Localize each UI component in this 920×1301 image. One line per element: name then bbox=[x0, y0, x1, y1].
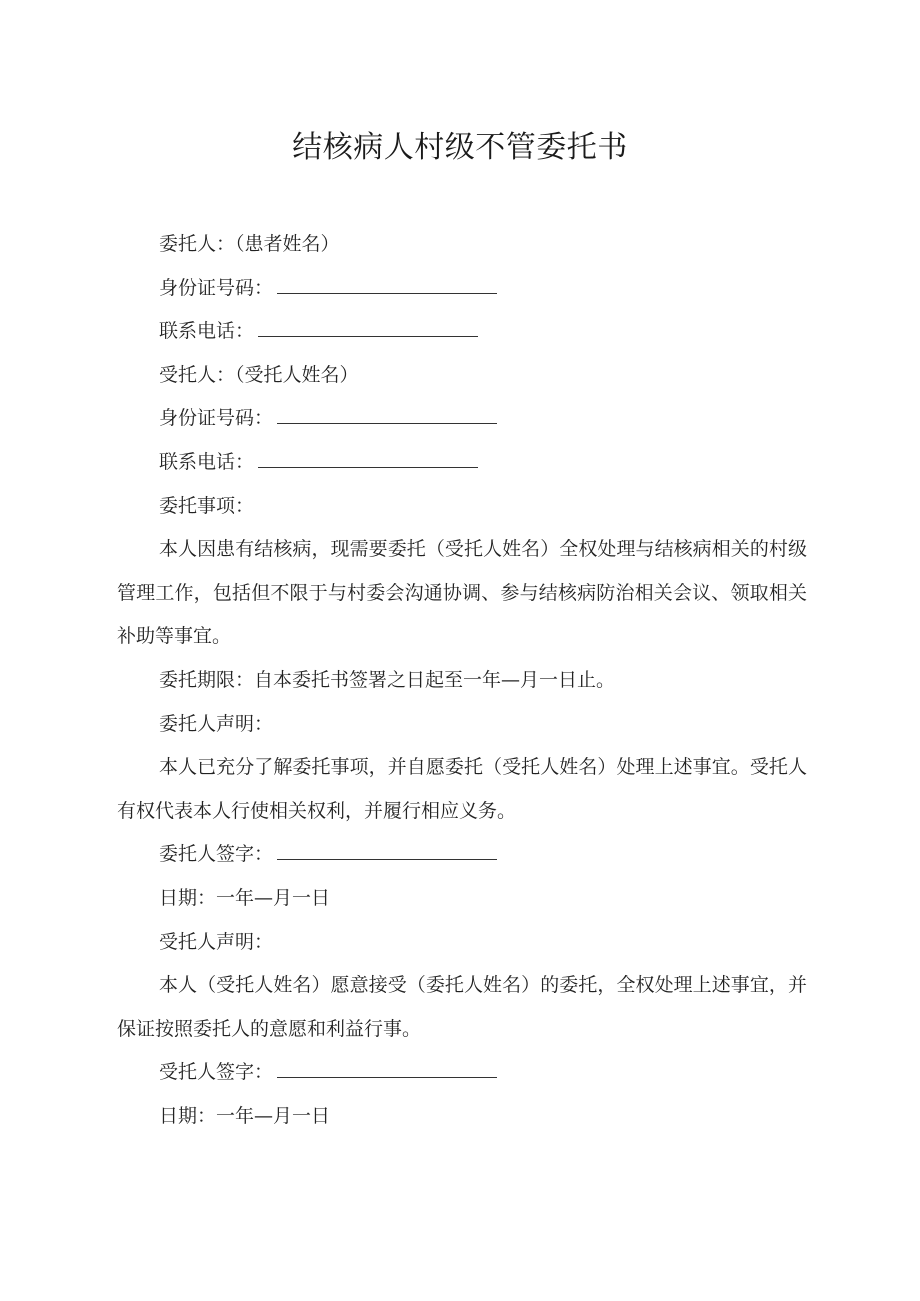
term-line: 委托期限：自本委托书签署之日起至一年—月一日止。 bbox=[159, 668, 616, 691]
agent-signature-line bbox=[117, 1051, 807, 1095]
document-body bbox=[117, 223, 807, 1138]
agent-signature-label: 受托人签字： bbox=[159, 1061, 274, 1084]
agent-phone-blank bbox=[258, 466, 478, 468]
agent-value: （受托人姓名） bbox=[235, 363, 359, 386]
principal-signature-blank bbox=[277, 858, 497, 860]
agent-phone-line bbox=[117, 441, 807, 485]
agent-statement-paragraph: 本人（受托人姓名）愿意接受（委托人姓名）的委托，全权处理上述事宜，并保证按照委托人的意愿和利益行事。 bbox=[117, 974, 807, 1040]
agent-id-label: 身份证号码： bbox=[159, 407, 274, 430]
agent-id-blank bbox=[277, 422, 497, 424]
principal-phone-label: 联系电话： bbox=[159, 320, 255, 343]
principal-statement-label: 委托人声明： bbox=[159, 712, 274, 735]
agent-phone-label: 联系电话： bbox=[159, 450, 255, 473]
principal-value: （患者姓名） bbox=[235, 233, 340, 255]
principal-date-line: 日期：一年—月一日 bbox=[159, 886, 331, 909]
agent-statement-label: 受托人声明： bbox=[159, 930, 274, 953]
principal-id-line bbox=[117, 267, 807, 311]
document-title: 结核病人村级不管委托书 bbox=[292, 130, 628, 165]
agent-date-line: 日期：一年—月一日 bbox=[159, 1104, 331, 1127]
principal-id-blank bbox=[277, 292, 497, 294]
principal-label: 委托人： bbox=[159, 233, 236, 255]
matters-paragraph: 本人因患有结核病，现需要委托（受托人姓名）全权处理与结核病相关的村级管理工作，包括但不限于与村委会沟通协调、参与结核病防治相关会议、领取相关补助等事宜。 bbox=[117, 538, 807, 648]
agent-line bbox=[117, 354, 807, 398]
matters-label: 委托事项： bbox=[159, 494, 255, 517]
principal-statement-paragraph: 本人已充分了解委托事项，并自愿委托（受托人姓名）处理上述事宜。受托人有权代表本人行使相关权利，并履行相应义务。 bbox=[117, 756, 807, 822]
agent-signature-blank bbox=[277, 1076, 497, 1078]
agent-id-line bbox=[117, 397, 807, 441]
principal-id-label: 身份证号码： bbox=[159, 276, 274, 299]
principal-phone-blank bbox=[258, 335, 478, 337]
principal-line bbox=[117, 223, 807, 267]
principal-signature-line bbox=[117, 833, 807, 877]
principal-phone-line bbox=[117, 310, 807, 354]
agent-label: 受托人： bbox=[159, 363, 236, 386]
principal-signature-label: 委托人签字： bbox=[159, 843, 274, 866]
